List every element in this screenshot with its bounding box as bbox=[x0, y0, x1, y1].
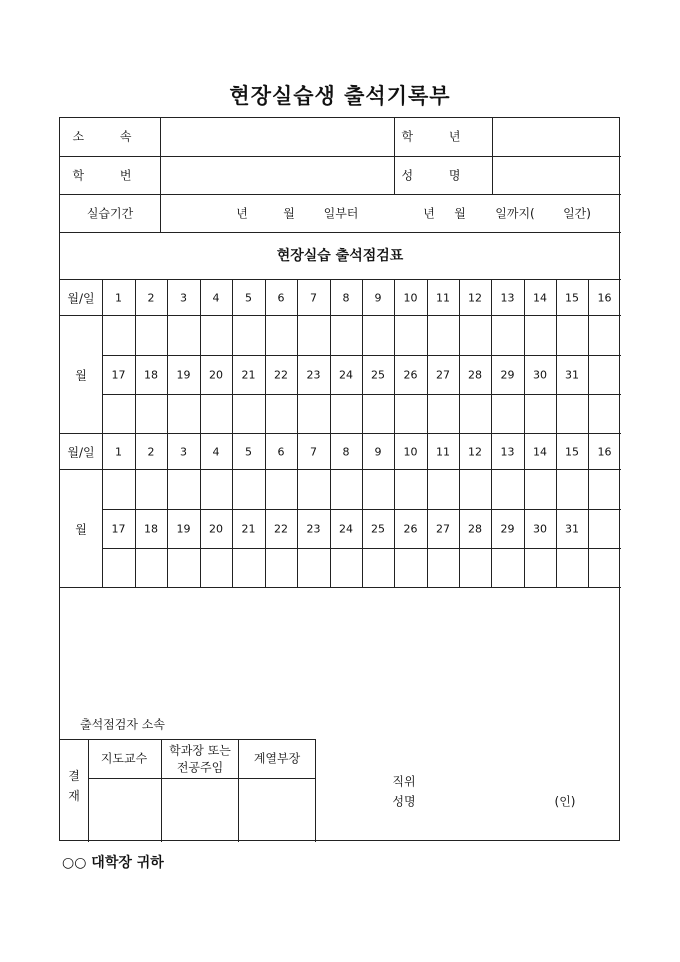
grid-line-horizontal bbox=[88, 778, 315, 779]
grid-line-vertical bbox=[265, 279, 266, 433]
grid-line-horizontal bbox=[60, 194, 621, 195]
day-number: 12 bbox=[468, 445, 482, 459]
grid-line-vertical bbox=[297, 279, 298, 433]
grid-line-vertical bbox=[330, 433, 331, 587]
grid-line-vertical bbox=[102, 433, 103, 587]
grid-line-horizontal bbox=[60, 156, 621, 157]
attendance-check-title: 현장실습 출석점검표 bbox=[276, 248, 404, 264]
seal-label: (인) bbox=[554, 794, 576, 809]
day-number: 15 bbox=[565, 291, 579, 305]
division-head-label: 계열부장 bbox=[253, 751, 301, 766]
grid-line-vertical bbox=[232, 433, 233, 587]
period-month-2: 월 bbox=[454, 206, 466, 221]
grid-line-vertical bbox=[491, 279, 492, 433]
affiliation-label: 소 속 bbox=[72, 129, 148, 144]
day-number: 12 bbox=[468, 291, 482, 305]
day-number: 9 bbox=[374, 445, 382, 459]
day-number: 23 bbox=[306, 522, 321, 536]
day-number: 31 bbox=[565, 522, 579, 536]
day-number: 7 bbox=[310, 445, 317, 459]
day-number: 10 bbox=[403, 291, 418, 305]
day-number: 14 bbox=[533, 291, 547, 305]
grid-line-vertical bbox=[427, 433, 428, 587]
day-number: 27 bbox=[436, 368, 450, 382]
addressee-footer: ○○ 대학장 귀하 bbox=[62, 855, 164, 871]
period-label: 실습기간 bbox=[86, 206, 134, 221]
day-number: 17 bbox=[111, 522, 126, 536]
day-number: 29 bbox=[500, 522, 515, 536]
day-number: 8 bbox=[342, 445, 350, 459]
day-number: 4 bbox=[212, 291, 220, 305]
name-label: 성 명 bbox=[401, 168, 477, 183]
day-number: 18 bbox=[144, 522, 158, 536]
grid-line-vertical bbox=[362, 433, 363, 587]
day-number: 20 bbox=[209, 368, 223, 382]
grid-line-vertical bbox=[459, 433, 460, 587]
grid-line-vertical bbox=[524, 433, 525, 587]
grid-line-vertical bbox=[265, 433, 266, 587]
day-number: 23 bbox=[306, 368, 321, 382]
day-number: 22 bbox=[274, 522, 288, 536]
day-number: 5 bbox=[245, 291, 252, 305]
signer-name-label: 성명 bbox=[392, 794, 416, 809]
grid-line-vertical bbox=[394, 433, 395, 587]
dept-head-label-line1: 학과장 또는 bbox=[169, 743, 231, 758]
grid-line-vertical bbox=[160, 118, 161, 232]
day-number: 30 bbox=[533, 522, 547, 536]
day-number: 19 bbox=[176, 368, 191, 382]
day-number: 31 bbox=[565, 368, 579, 382]
grid-line-vertical bbox=[394, 118, 395, 194]
grid-line-vertical bbox=[315, 739, 316, 842]
day-number: 11 bbox=[436, 445, 450, 459]
grid-line-vertical bbox=[459, 279, 460, 433]
checker-affiliation-label: 출석점검자 소속 bbox=[80, 717, 165, 732]
day-number: 1 bbox=[115, 445, 122, 459]
grade-label: 학 년 bbox=[401, 129, 477, 144]
day-number: 26 bbox=[403, 368, 418, 382]
document-title: 현장실습생 출석기록부 bbox=[229, 83, 451, 108]
grid-line-vertical bbox=[330, 279, 331, 433]
day-number: 11 bbox=[436, 291, 450, 305]
student-number-label: 학 번 bbox=[72, 168, 148, 183]
approval-label: 결재 bbox=[68, 769, 80, 803]
day-number: 4 bbox=[212, 445, 220, 459]
grid-line-vertical bbox=[135, 433, 136, 587]
grid-line-vertical bbox=[394, 279, 395, 433]
day-number: 20 bbox=[209, 522, 223, 536]
day-number: 9 bbox=[374, 291, 382, 305]
day-number: 29 bbox=[500, 368, 515, 382]
grid-line-horizontal bbox=[60, 433, 621, 434]
grid-line-vertical bbox=[232, 279, 233, 433]
day-number: 30 bbox=[533, 368, 547, 382]
grid-line-vertical bbox=[297, 433, 298, 587]
day-number: 3 bbox=[180, 445, 187, 459]
grid-line-vertical bbox=[102, 279, 103, 433]
day-number: 16 bbox=[597, 291, 612, 305]
grid-line-vertical bbox=[556, 279, 557, 433]
day-number: 17 bbox=[111, 368, 126, 382]
grid-line-vertical bbox=[588, 433, 589, 587]
day-number: 26 bbox=[403, 522, 418, 536]
day-number: 28 bbox=[468, 368, 482, 382]
day-number: 1 bbox=[115, 291, 122, 305]
grid-line-vertical bbox=[524, 279, 525, 433]
grid-line-horizontal bbox=[60, 739, 315, 740]
grid-line-horizontal bbox=[60, 587, 621, 588]
day-number: 2 bbox=[147, 291, 155, 305]
period-days: 일간) bbox=[563, 206, 591, 221]
day-number: 10 bbox=[403, 445, 418, 459]
day-number: 21 bbox=[241, 368, 256, 382]
day-number: 18 bbox=[144, 368, 158, 382]
grid-line-vertical bbox=[556, 433, 557, 587]
grid-line-vertical bbox=[167, 433, 168, 587]
day-number: 27 bbox=[436, 522, 450, 536]
day-number: 7 bbox=[310, 291, 317, 305]
period-month-1: 월 bbox=[283, 206, 295, 221]
grid-line-horizontal bbox=[60, 279, 621, 280]
day-number: 25 bbox=[371, 522, 385, 536]
grid-line-vertical bbox=[362, 279, 363, 433]
advisor-label: 지도교수 bbox=[100, 751, 148, 766]
day-number: 13 bbox=[500, 291, 515, 305]
day-number: 24 bbox=[339, 522, 353, 536]
dept-head-label-line2: 전공주임 bbox=[176, 760, 224, 775]
day-number: 22 bbox=[274, 368, 288, 382]
grid-line-vertical bbox=[88, 739, 89, 842]
day-number: 3 bbox=[180, 291, 187, 305]
day-number: 28 bbox=[468, 522, 482, 536]
grid-line-vertical bbox=[135, 279, 136, 433]
day-number: 25 bbox=[371, 368, 385, 382]
grid-line-vertical bbox=[491, 433, 492, 587]
position-label: 직위 bbox=[392, 774, 416, 789]
grid-line-vertical bbox=[161, 739, 162, 842]
day-number: 6 bbox=[277, 445, 285, 459]
day-number: 2 bbox=[147, 445, 155, 459]
grid-line-horizontal bbox=[60, 315, 621, 316]
grid-line-vertical bbox=[427, 279, 428, 433]
day-header-label-2: 월/일 bbox=[67, 445, 95, 460]
day-number: 8 bbox=[342, 291, 350, 305]
grid-line-vertical bbox=[167, 279, 168, 433]
grid-line-horizontal bbox=[60, 232, 621, 233]
grid-line-vertical bbox=[200, 279, 201, 433]
day-number: 14 bbox=[533, 445, 547, 459]
day-number: 15 bbox=[565, 445, 579, 459]
day-header-label: 월/일 bbox=[67, 291, 95, 306]
month-label: 월 bbox=[75, 368, 87, 383]
period-year-2: 년 bbox=[423, 206, 435, 221]
day-number: 24 bbox=[339, 368, 353, 382]
month-label-2: 월 bbox=[75, 522, 87, 537]
grid-line-vertical bbox=[588, 279, 589, 433]
period-year-1: 년 bbox=[236, 206, 248, 221]
day-number: 5 bbox=[245, 445, 252, 459]
period-from: 일부터 bbox=[323, 206, 359, 221]
grid-line-vertical bbox=[492, 118, 493, 194]
attendance-form bbox=[59, 117, 620, 841]
day-number: 16 bbox=[597, 445, 612, 459]
grid-line-horizontal bbox=[60, 469, 621, 470]
day-number: 19 bbox=[176, 522, 191, 536]
period-until: 일까지( bbox=[495, 206, 535, 221]
day-number: 13 bbox=[500, 445, 515, 459]
grid-line-vertical bbox=[200, 433, 201, 587]
day-number: 6 bbox=[277, 291, 285, 305]
day-number: 21 bbox=[241, 522, 256, 536]
grid-line-vertical bbox=[238, 739, 239, 842]
